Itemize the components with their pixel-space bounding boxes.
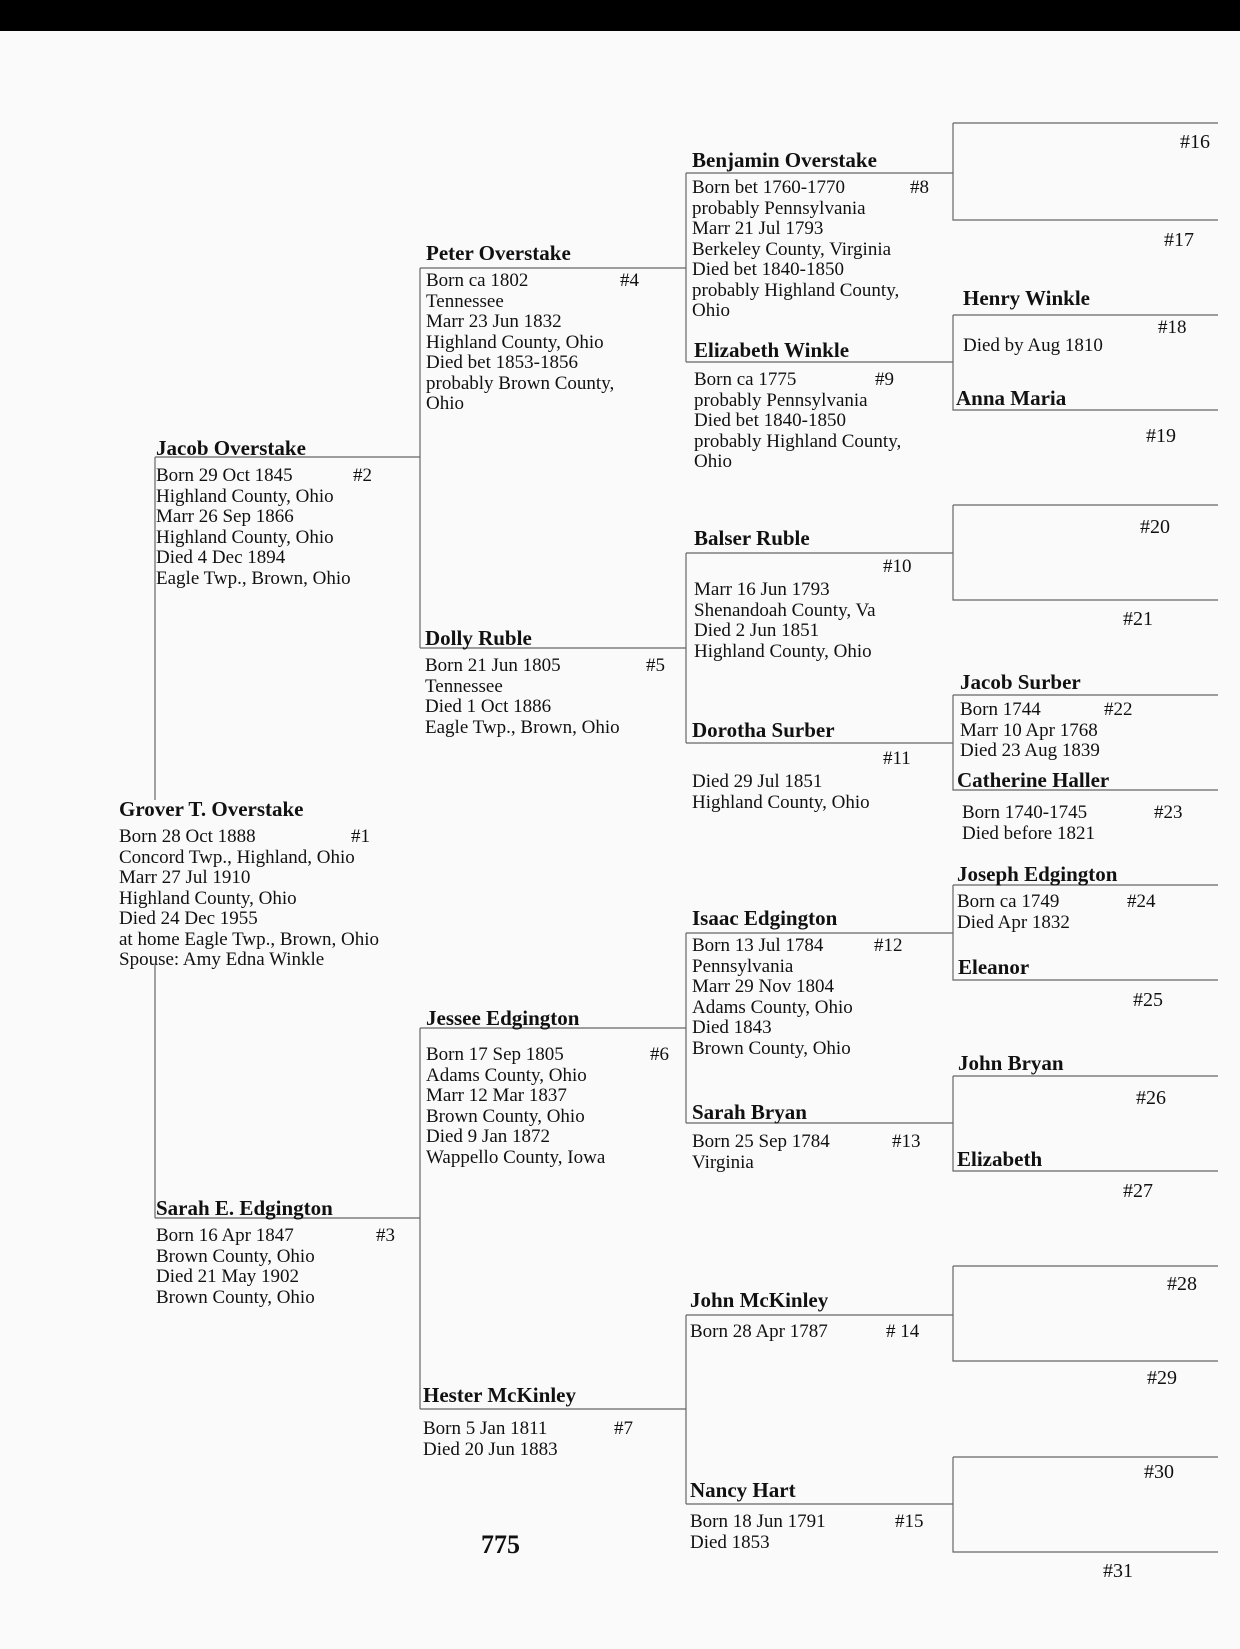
ahnentafel-number: #11 xyxy=(883,748,911,769)
person-name: Peter Overstake xyxy=(426,241,571,265)
person-23 xyxy=(957,768,1183,844)
ahnentafel-number: #12 xyxy=(874,935,903,956)
person-27 xyxy=(957,1147,1042,1171)
person-11 xyxy=(692,718,911,813)
detail-line: Died 1843 xyxy=(692,1017,772,1038)
detail-line: at home Eagle Twp., Brown, Ohio xyxy=(119,928,380,950)
person-name: Elizabeth xyxy=(957,1147,1043,1171)
detail-line: Highland County, Ohio xyxy=(156,526,334,548)
person-14 xyxy=(690,1288,920,1343)
detail-line: Marr 29 Nov 1804 xyxy=(692,976,834,997)
person-name: Balser Ruble xyxy=(694,526,810,550)
detail-line: Born bet 1760-1770 xyxy=(692,177,846,198)
person-name: Grover T. Overstake xyxy=(119,797,304,821)
person-details xyxy=(962,802,1183,844)
slot-number-31: #31 xyxy=(1103,1560,1133,1582)
detail-line: Died 23 Aug 1839 xyxy=(960,740,1100,761)
person-25 xyxy=(958,955,1029,979)
ahnentafel-number: #18 xyxy=(1158,317,1187,338)
person-name: Anna Maria xyxy=(956,386,1067,410)
detail-line: probably Highland County, xyxy=(692,279,900,301)
person-24 xyxy=(957,862,1156,933)
slot-number-28: #28 xyxy=(1167,1273,1197,1295)
ahnentafel-number: #6 xyxy=(650,1044,669,1065)
detail-line: Marr 16 Jun 1793 xyxy=(694,579,830,600)
detail-line: probably Brown County, xyxy=(426,372,615,394)
person-12 xyxy=(692,906,903,1059)
detail-line: Spouse: Amy Edna Winkle xyxy=(119,949,325,970)
ahnentafel-number: #19 xyxy=(1146,425,1176,447)
ahnentafel-number: #9 xyxy=(875,369,894,390)
person-details xyxy=(692,935,903,1059)
person-details xyxy=(119,827,379,971)
detail-line: Marr 27 Jul 1910 xyxy=(119,867,251,888)
detail-line: Ohio xyxy=(694,451,732,472)
detail-line: Died Apr 1832 xyxy=(957,911,1070,933)
person-name: Jacob Overstake xyxy=(156,436,306,460)
detail-line: Born 28 Apr 1787 xyxy=(690,1321,828,1342)
ahnentafel-number: #22 xyxy=(1104,699,1133,720)
person-details xyxy=(694,370,901,473)
detail-line: Died 21 May 1902 xyxy=(156,1266,300,1287)
detail-line: probably Pennsylvania xyxy=(694,389,868,411)
detail-line: Died 9 Jan 1872 xyxy=(426,1126,551,1147)
slot-number-30: #30 xyxy=(1144,1461,1174,1483)
ahnentafel-number: #15 xyxy=(895,1511,924,1532)
person-18 xyxy=(963,286,1187,357)
detail-line: Died bet 1853-1856 xyxy=(426,352,578,373)
page-number: 775 xyxy=(481,1530,520,1559)
detail-line: Highland County, Ohio xyxy=(692,791,870,813)
person-details xyxy=(692,1131,921,1173)
person-details xyxy=(963,317,1187,357)
detail-line: Born ca 1749 xyxy=(957,891,1060,912)
detail-line: Born ca 1775 xyxy=(694,369,797,390)
detail-line: Marr 23 Jun 1832 xyxy=(426,311,562,332)
person-name: Dorotha Surber xyxy=(692,718,835,742)
person-15 xyxy=(690,1478,924,1553)
person-details xyxy=(426,270,639,415)
detail-line: Highland County, Ohio xyxy=(694,640,872,662)
detail-line: Shenandoah County, Va xyxy=(694,599,876,621)
detail-line: Died 2 Jun 1851 xyxy=(694,620,820,641)
detail-line: Highland County, Ohio xyxy=(156,485,334,507)
detail-line: Brown County, Ohio xyxy=(426,1105,585,1127)
person-name: Isaac Edgington xyxy=(692,906,838,930)
person-name: Eleanor xyxy=(958,955,1030,979)
person-name: Joseph Edgington xyxy=(957,862,1118,886)
detail-line: Highland County, Ohio xyxy=(119,887,297,909)
person-name: Benjamin Overstake xyxy=(692,148,877,172)
person-13 xyxy=(692,1100,921,1173)
person-details xyxy=(426,1044,669,1168)
detail-line: Highland County, Ohio xyxy=(426,331,604,353)
person-name: Sarah Bryan xyxy=(692,1100,807,1124)
detail-line: Born 17 Sep 1805 xyxy=(426,1044,564,1065)
ahnentafel-number: #24 xyxy=(1127,891,1156,912)
detail-line: Tennessee xyxy=(425,675,503,697)
person-details xyxy=(423,1418,633,1460)
detail-line: Died bet 1840-1850 xyxy=(694,410,846,431)
person-details xyxy=(425,655,665,738)
detail-line: Born 21 Jun 1805 xyxy=(425,655,561,676)
person-name: Dolly Ruble xyxy=(425,626,532,650)
person-name: Jessee Edgington xyxy=(426,1006,580,1030)
person-name: Jacob Surber xyxy=(960,670,1081,694)
person-10 xyxy=(694,526,912,662)
detail-line: Marr 10 Apr 1768 xyxy=(960,719,1098,741)
detail-line: Marr 21 Jul 1793 xyxy=(692,218,824,239)
detail-line: Died 20 Jun 1883 xyxy=(423,1438,558,1460)
slot-number-29: #29 xyxy=(1147,1367,1177,1389)
person-1 xyxy=(119,797,379,971)
person-name: John McKinley xyxy=(690,1288,829,1312)
detail-line: Born 18 Jun 1791 xyxy=(690,1511,826,1532)
person-19 xyxy=(956,386,1066,410)
person-details xyxy=(692,177,929,322)
person-7 xyxy=(423,1383,633,1460)
detail-line: Born 28 Oct 1888 xyxy=(119,826,256,847)
ahnentafel-number: #4 xyxy=(620,270,639,291)
detail-line: probably Highland County, xyxy=(694,430,902,452)
detail-line: Virginia xyxy=(692,1151,754,1173)
person-name: Nancy Hart xyxy=(690,1478,796,1502)
ahnentafel-number: #3 xyxy=(376,1225,395,1246)
detail-line: Eagle Twp., Brown, Ohio xyxy=(425,716,620,738)
person-details xyxy=(694,556,912,662)
detail-line: Died before 1821 xyxy=(962,822,1095,844)
detail-line: Died 4 Dec 1894 xyxy=(156,547,286,568)
person-details xyxy=(156,465,372,589)
ahnentafel-number: #23 xyxy=(1154,802,1183,823)
detail-line: Concord Twp., Highland, Ohio xyxy=(119,846,355,868)
ahnentafel-number: #10 xyxy=(883,556,912,577)
detail-line: Brown County, Ohio xyxy=(156,1286,315,1308)
detail-line: Brown County, Ohio xyxy=(692,1037,851,1059)
ahnentafel-number: #13 xyxy=(892,1131,921,1152)
slot-number-17: #17 xyxy=(1164,229,1194,251)
person-22 xyxy=(960,670,1133,762)
detail-line: Born ca 1802 xyxy=(426,270,529,291)
detail-line: Ohio xyxy=(426,393,464,414)
person-name: Hester McKinley xyxy=(423,1383,576,1407)
detail-line: Born 5 Jan 1811 xyxy=(423,1418,548,1439)
person-name: Henry Winkle xyxy=(963,286,1090,310)
slot-number-16: #16 xyxy=(1180,131,1210,153)
person-26 xyxy=(958,1051,1064,1075)
detail-line: Died bet 1840-1850 xyxy=(692,259,844,280)
person-name: John Bryan xyxy=(958,1051,1064,1075)
ahnentafel-number: # 14 xyxy=(886,1321,920,1342)
person-8 xyxy=(692,148,929,322)
detail-line: Born 16 Apr 1847 xyxy=(156,1225,294,1246)
detail-line: Born 1740-1745 xyxy=(962,802,1088,823)
ahnentafel-number: #26 xyxy=(1136,1087,1166,1109)
ahnentafel-number: #2 xyxy=(353,465,372,486)
detail-line: Adams County, Ohio xyxy=(692,996,853,1018)
person-9 xyxy=(694,338,901,473)
ahnentafel-number: #5 xyxy=(646,655,665,676)
ahnentafel-number: #8 xyxy=(910,177,929,198)
detail-line: Marr 26 Sep 1866 xyxy=(156,506,294,527)
person-3 xyxy=(156,1196,395,1308)
person-name: Elizabeth Winkle xyxy=(694,338,850,362)
ahnentafel-number: #27 xyxy=(1123,1180,1153,1202)
person-5 xyxy=(425,626,665,738)
person-details xyxy=(156,1225,395,1308)
detail-line: Pennsylvania xyxy=(692,955,794,977)
detail-line: Eagle Twp., Brown, Ohio xyxy=(156,567,351,589)
person-name: Sarah E. Edgington xyxy=(156,1196,333,1220)
person-details xyxy=(690,1511,924,1553)
ahnentafel-number: #1 xyxy=(351,826,370,847)
detail-line: Died by Aug 1810 xyxy=(963,335,1103,356)
detail-line: Ohio xyxy=(692,300,730,321)
detail-line: probably Pennsylvania xyxy=(692,197,866,219)
detail-line: Born 13 Jul 1784 xyxy=(692,935,824,956)
person-details xyxy=(960,699,1133,762)
detail-line: Wappello County, Iowa xyxy=(426,1146,606,1168)
detail-line: Died 1853 xyxy=(690,1531,770,1553)
detail-line: Born 29 Oct 1845 xyxy=(156,465,293,486)
person-6 xyxy=(426,1006,669,1168)
person-details xyxy=(690,1321,920,1343)
person-details xyxy=(692,748,911,813)
detail-line: Brown County, Ohio xyxy=(156,1245,315,1267)
slot-number-20: #20 xyxy=(1140,516,1170,538)
ahnentafel-number: #7 xyxy=(614,1418,633,1439)
ahnentafel-number: #25 xyxy=(1133,989,1163,1011)
detail-line: Berkeley County, Virginia xyxy=(692,238,892,260)
person-2 xyxy=(156,436,372,589)
detail-line: Born 1744 xyxy=(960,699,1041,720)
slot-number-21: #21 xyxy=(1123,608,1153,630)
person-name: Catherine Haller xyxy=(957,768,1110,792)
person-4 xyxy=(426,241,639,415)
detail-line: Marr 12 Mar 1837 xyxy=(426,1085,567,1106)
detail-line: Died 24 Dec 1955 xyxy=(119,908,258,929)
detail-line: Born 25 Sep 1784 xyxy=(692,1131,830,1152)
detail-line: Tennessee xyxy=(426,290,504,312)
person-details xyxy=(957,891,1156,933)
detail-line: Adams County, Ohio xyxy=(426,1064,587,1086)
detail-line: Died 1 Oct 1886 xyxy=(425,696,552,717)
detail-line: Died 29 Jul 1851 xyxy=(692,771,823,792)
